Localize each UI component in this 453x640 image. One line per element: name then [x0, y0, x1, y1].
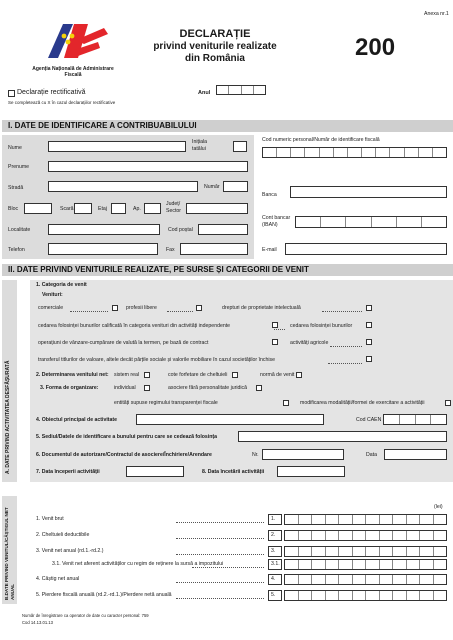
row-label: 2. Cheltuieli deductibile — [36, 532, 90, 538]
localitate-label: Localitate — [8, 227, 31, 233]
email-label: E-mail — [262, 247, 277, 253]
entitati-checkbox[interactable] — [283, 400, 289, 406]
caen-label: Cod CAEN — [356, 417, 382, 423]
drepturi-checkbox[interactable] — [366, 305, 372, 311]
ap-input[interactable] — [144, 203, 161, 214]
row-amount-input[interactable] — [284, 530, 447, 541]
fax-label: Fax — [166, 247, 175, 253]
initiala-input[interactable] — [233, 141, 247, 152]
data-incetarii-input[interactable] — [277, 466, 345, 477]
row-amount-input[interactable] — [284, 546, 447, 557]
cont-label-2: (IBAN) — [262, 222, 278, 228]
row-number: 4. — [268, 574, 282, 585]
form-title — [140, 28, 290, 65]
operatiuni-label: operațiuni de vânzare-cumpărare de valută la termen, pe bază de contract — [38, 340, 209, 346]
numar-label: Număr — [204, 184, 220, 190]
judet-input[interactable] — [186, 203, 248, 214]
nr-label: Nr. — [252, 452, 259, 458]
cnp-label: Cod numeric personal/Număr de identificare fiscală — [262, 137, 380, 143]
telefon-label: Telefon — [8, 247, 25, 253]
row-label: 4. Câștig net anual — [36, 576, 80, 582]
comerciale-checkbox[interactable] — [112, 305, 118, 311]
row-leader-dots — [176, 582, 264, 583]
row-number: 2. — [268, 530, 282, 541]
agricole-checkbox[interactable] — [366, 339, 372, 345]
year-input[interactable] — [216, 85, 266, 95]
cedarea1-label: cedarea folosinței bunurilor calificată în categoria venituri din activități independente — [38, 323, 231, 329]
initiala-label-2: tatălui — [192, 146, 206, 152]
anaf-logo-icon — [28, 20, 118, 62]
cote-checkbox[interactable] — [232, 372, 238, 378]
sediul-input[interactable] — [238, 431, 447, 442]
norma-label: normă de venit — [260, 372, 295, 378]
judet-label-1: Județ/ — [166, 201, 181, 207]
strada-input[interactable] — [48, 181, 198, 192]
obiect-label: 4. Obiectul principal de activitate — [36, 417, 118, 423]
entitati-label: entități supuse regimului transparenței fiscale — [114, 400, 218, 406]
agency-name-line1: Agenția Națională de Administrare — [32, 66, 114, 72]
section2-title: II. DATE PRIVIND VENITURILE REALIZATE, PE SURSE ȘI CATEGORII DE VENIT — [8, 265, 309, 274]
agency-logo — [28, 20, 118, 78]
operatiuni-checkbox[interactable] — [272, 339, 278, 345]
venituri-label: Venituri: — [42, 292, 63, 298]
row-number: 3. — [268, 546, 282, 557]
bloc-label: Bloc — [8, 206, 19, 212]
sediul-label: 5. Sediul/Datele de identificare a bunului pentru care se cedează folosința — [36, 434, 218, 440]
row-leader-dots — [176, 598, 264, 599]
prenume-label: Prenume — [8, 164, 30, 170]
row-label: 5. Pierdere fiscală anuală (rd.2.-rd.1.)/Pierdere netă anuală — [36, 592, 172, 598]
numar-input[interactable] — [223, 181, 248, 192]
drepturi-label: drepturi de proprietate intelectuală — [222, 305, 301, 311]
footer-line2: Cod 14.13.01.13 — [22, 620, 53, 625]
row-label: 3.1. Venit net aferent activităților cu regim de reținere la sursă a impozitului — [52, 561, 224, 567]
row-number: 5. — [268, 590, 282, 601]
cote-label: cote forfetare de cheltuieli — [168, 372, 228, 378]
etaj-label: Etaj — [98, 206, 107, 212]
prenume-input[interactable] — [48, 161, 248, 172]
document-label: 6. Documentul de autorizare/Contractul de asociere/Închiriere/Arendare — [36, 452, 212, 458]
sistem-real-checkbox[interactable] — [144, 372, 150, 378]
asociere-label: asociere fără personalitate juridică — [168, 385, 248, 391]
row-leader-dots — [176, 554, 264, 555]
row-amount-input[interactable] — [284, 559, 447, 570]
norma-checkbox[interactable] — [296, 372, 302, 378]
cedarea2-checkbox[interactable] — [366, 322, 372, 328]
modificarea-checkbox[interactable] — [445, 400, 451, 406]
nume-input[interactable] — [48, 141, 186, 152]
data-input[interactable] — [384, 449, 447, 460]
scara-label: Scară — [60, 206, 74, 212]
annex-label: Anexa nr.1 — [424, 11, 449, 17]
scara-input[interactable] — [74, 203, 92, 214]
agency-name-line2: Fiscală — [64, 71, 82, 78]
obiect-input[interactable] — [136, 414, 324, 425]
individual-label: individual — [114, 385, 136, 391]
title-line1: DECLARAȚIE — [179, 28, 251, 40]
comerciale-label: comerciale — [38, 305, 64, 311]
form-number: 200 — [355, 34, 396, 61]
ap-label: Ap. — [133, 206, 141, 212]
row-leader-dots — [176, 522, 264, 523]
row-amount-input[interactable] — [284, 590, 447, 601]
profesii-checkbox[interactable] — [196, 305, 202, 311]
section2-header — [2, 264, 453, 276]
fax-input[interactable] — [180, 243, 248, 255]
row-leader-dots — [192, 567, 264, 568]
side-label-a: A. DATE PRIVIND ACTIVITATEA DESFĂȘURATĂ — [5, 360, 11, 474]
judet-label-2: Sector — [166, 208, 181, 214]
cod-postal-input[interactable] — [198, 224, 248, 235]
data-incetarii-label: 8. Data încetării activității — [202, 469, 265, 475]
sistem-real-label: sistem real — [114, 372, 140, 378]
data-inceperii-input[interactable] — [126, 466, 184, 477]
bloc-input[interactable] — [24, 203, 52, 214]
iban-input[interactable] — [295, 216, 447, 228]
transferul-checkbox[interactable] — [366, 356, 372, 362]
title-line3: din România — [184, 53, 245, 64]
initiala-label-1: Inițiala — [192, 139, 207, 145]
row-label: 3. Venit net anual (rd.1.-rd.2.) — [36, 548, 104, 554]
telefon-input[interactable] — [48, 243, 158, 255]
data-inceperii-label: 7. Data începerii activității — [36, 469, 100, 475]
lei-label: (lei) — [434, 504, 443, 510]
strada-label: Stradă — [8, 185, 24, 191]
modificarea-label: modificarea modalității/formei de exercitare a activității — [300, 400, 425, 406]
rectificative-label: Declarație rectificativă — [17, 89, 86, 96]
year-label: Anul — [198, 90, 211, 96]
row-leader-dots — [176, 538, 264, 539]
row-number: 1. — [268, 514, 282, 525]
title-line2: privind veniturile realizate — [153, 41, 277, 52]
forma-title: 3. Forma de organizare: — [40, 385, 99, 391]
cedarea1-checkbox[interactable] — [272, 322, 278, 328]
determinarea-title: 2. Determinarea venitului net: — [36, 372, 109, 378]
categoria-title: 1. Categoria de venit — [36, 282, 87, 288]
cod-postal-label: Cod poștal — [168, 227, 193, 233]
section1-title: I. DATE DE IDENTIFICARE A CONTRIBUABILULUI — [8, 121, 197, 130]
rectificative-checkbox[interactable] — [8, 90, 15, 97]
localitate-input[interactable] — [48, 224, 160, 235]
asociere-checkbox[interactable] — [256, 385, 262, 391]
section1-left-panel — [2, 135, 254, 259]
email-input[interactable] — [285, 243, 447, 255]
individual-checkbox[interactable] — [144, 385, 150, 391]
rectificative-note: Se completează cu X în cazul declarațiilor rectificative — [8, 100, 116, 105]
nr-input[interactable] — [262, 449, 344, 460]
agricole-label: activități agricole — [290, 340, 329, 346]
section1-header — [2, 120, 453, 132]
cnp-input[interactable] — [262, 147, 447, 158]
banca-input[interactable] — [290, 186, 447, 198]
transferul-label: transferul titlurilor de valoare, altele decât părțile sociale și valorile mobiliare în cazul societăților închise — [38, 357, 276, 363]
row-amount-input[interactable] — [284, 514, 447, 525]
cedarea2-label: cedarea folosinței bunurilor — [290, 323, 353, 329]
footer-line1: Număr de înregistrare ca operator de date cu caracter personal: 759 — [22, 613, 149, 618]
row-number: 3.1. — [268, 559, 282, 570]
row-amount-input[interactable] — [284, 574, 447, 585]
profesii-label: profesii libere — [126, 305, 157, 311]
etaj-input[interactable] — [111, 203, 126, 214]
banca-label: Banca — [262, 192, 277, 198]
data-label: Data — [366, 452, 377, 458]
side-label-b: B.DATE PRIVIND VENITUL/CÂȘTIGUL NET ANUAL — [4, 507, 15, 600]
nume-label: Nume — [8, 145, 22, 151]
row-label: 1. Venit brut — [36, 516, 64, 522]
cont-label-1: Cont bancar — [262, 215, 291, 221]
caen-input[interactable] — [383, 414, 447, 425]
